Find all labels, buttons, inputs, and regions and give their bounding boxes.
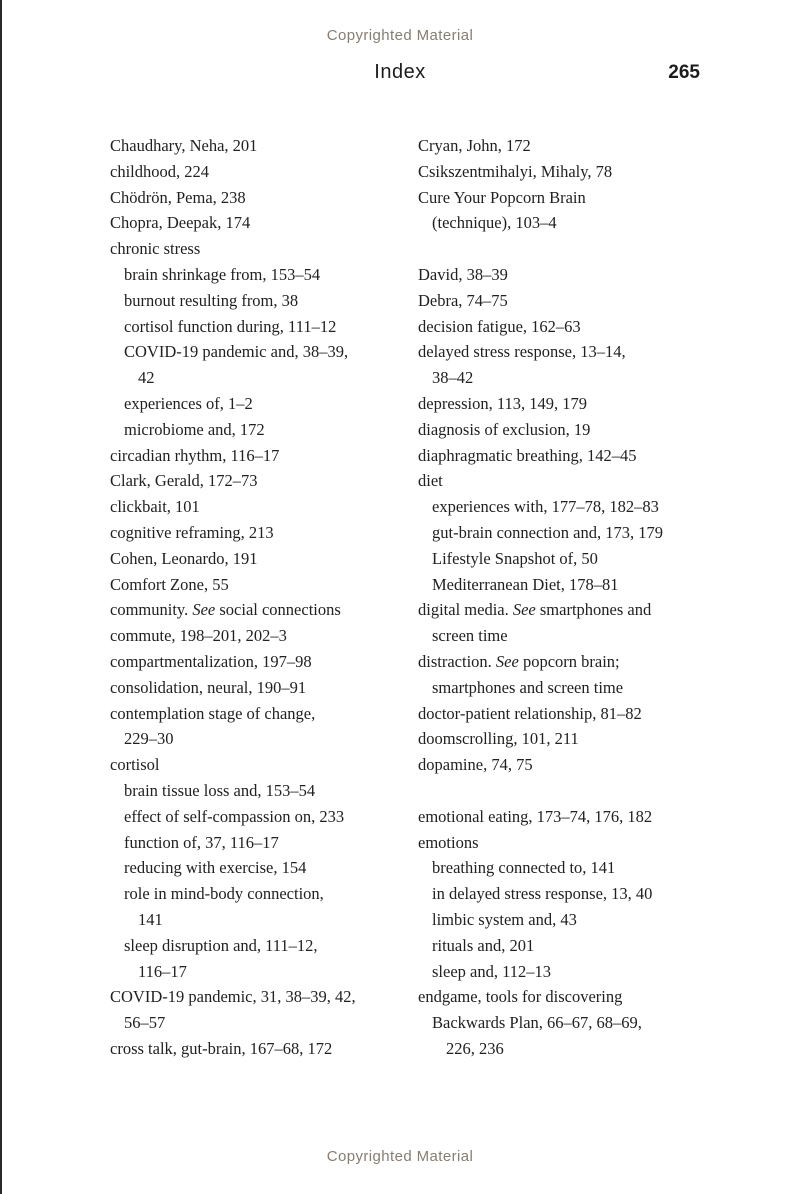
index-line: digital media. See smartphones and [418,600,652,620]
index-line: breathing connected to, 141 [432,858,616,878]
index-line: cross talk, gut-brain, 167–68, 172 [110,1038,333,1058]
index-line: 141 [138,909,163,929]
index-line: Cryan, John, 172 [418,136,531,155]
index-line: Debra, 74–75 [418,290,508,310]
index-line: COVID-19 pandemic and, 38–39, [124,342,349,362]
index-line: distraction. See popcorn brain; [418,651,620,671]
index-line: microbiome and, 172 [124,419,265,439]
index-line: decision fatigue, 162–63 [418,316,581,336]
index-line: Csikszentmihalyi, Mihaly, 78 [418,161,613,181]
index-column-right [418,133,708,1062]
index-line: 38–42 [432,368,474,388]
index-line: role in mind-body connection, [124,884,324,904]
index-line: 226, 236 [446,1038,504,1058]
page-number: 265 [668,62,700,83]
index-line: community. See social connections [110,600,341,620]
index-line: diagnosis of exclusion, 19 [418,419,591,439]
index-line: diaphragmatic breathing, 142–45 [418,445,637,465]
index-line: sleep disruption and, 111–12, [124,935,318,955]
index-line: consolidation, neural, 190–91 [110,677,307,697]
index-line: rituals and, 201 [432,935,535,955]
index-line: Cohen, Leonardo, 191 [110,548,258,568]
index-line: experiences of, 1–2 [124,393,253,413]
index-line: 56–57 [124,1013,166,1033]
index-line: commute, 198–201, 202–3 [110,626,287,646]
index-line: Lifestyle Snapshot of, 50 [432,548,598,568]
index-line: Chaudhary, Neha, 201 [110,136,258,155]
index-line: brain tissue loss and, 153–54 [124,780,316,800]
index-line: sleep and, 112–13 [432,961,551,981]
index-line: dopamine, 74, 75 [418,755,533,775]
index-line: emotions [418,832,479,852]
index-line: Chödrön, Pema, 238 [110,187,246,207]
index-line: limbic system and, 43 [432,909,577,929]
index-line: (technique), 103–4 [432,213,557,233]
index-line: cortisol [110,755,160,775]
index-line: diet [418,471,443,491]
index-line: 116–17 [138,961,187,981]
index-line: Cure Your Popcorn Brain [418,187,586,207]
index-columns [110,133,800,1062]
index-line: childhood, 224 [110,161,209,181]
index-line: screen time [432,626,508,646]
index-line: 229–30 [124,729,174,749]
index-line: Comfort Zone, 55 [110,574,229,594]
index-line: compartmentalization, 197–98 [110,651,312,671]
index-line: doctor-patient relationship, 81–82 [418,703,642,723]
index-line: in delayed stress response, 13, 40 [432,884,653,904]
index-line: smartphones and screen time [432,677,624,697]
index-line: reducing with exercise, 154 [124,858,307,878]
index-line: contemplation stage of change, [110,703,316,723]
index-line: endgame, tools for discovering [418,987,623,1007]
index-line: cognitive reframing, 213 [110,522,274,542]
index-line: Mediterranean Diet, 178–81 [432,574,619,594]
page-header [0,61,800,87]
index-line: function of, 37, 116–17 [124,832,279,852]
index-line: cortisol function during, 111–12 [124,316,337,336]
index-line: doomscrolling, 101, 211 [418,729,579,749]
index-line: circadian rhythm, 116–17 [110,445,280,465]
index-line: COVID-19 pandemic, 31, 38–39, 42, [110,987,356,1007]
index-line: 42 [138,368,155,388]
index-line: burnout resulting from, 38 [124,290,299,310]
index-line: experiences with, 177–78, 182–83 [432,497,659,517]
index-line: delayed stress response, 13–14, [418,342,626,362]
index-column-left [110,133,400,1062]
copyright-notice-top: Copyrighted Material [326,27,474,44]
index-line: clickbait, 101 [110,497,200,517]
index-line: Clark, Gerald, 172–73 [110,471,258,491]
index-line: effect of self-compassion on, 233 [124,806,345,826]
index-line: David, 38–39 [418,264,508,284]
index-line: emotional eating, 173–74, 176, 182 [418,806,653,826]
index-line: brain shrinkage from, 153–54 [124,264,321,284]
index-line: Backwards Plan, 66–67, 68–69, [432,1013,642,1033]
index-line: gut-brain connection and, 173, 179 [432,522,663,542]
page-title: Index [374,61,426,83]
index-line: Chopra, Deepak, 174 [110,213,251,233]
page-edge [0,0,2,1194]
index-line: chronic stress [110,239,201,259]
index-line: depression, 113, 149, 179 [418,393,587,413]
copyright-notice-bottom: Copyrighted Material [326,1148,474,1165]
